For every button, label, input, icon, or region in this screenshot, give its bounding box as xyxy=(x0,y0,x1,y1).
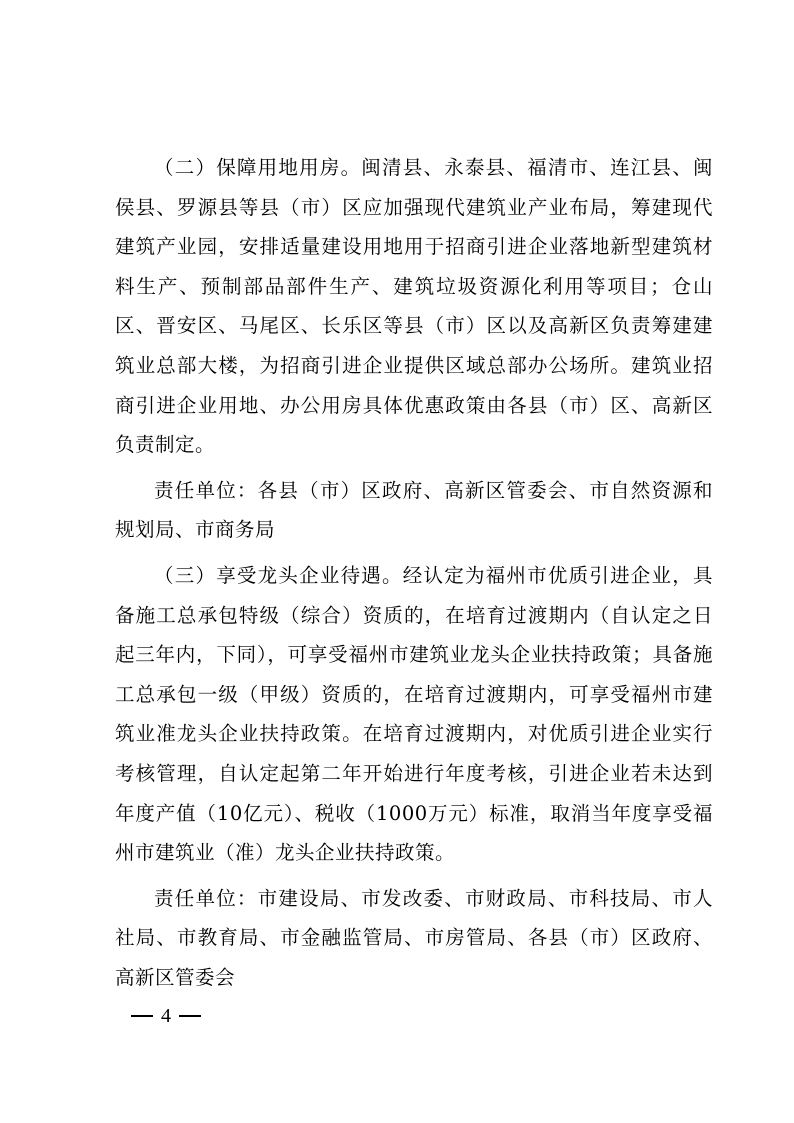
footer-dash-left xyxy=(131,1015,153,1017)
paragraph-responsible-units-2: 责任单位：市建设局、市发改委、市财政局、市科技局、市人社局、市教育局、市金融监管局、市房管局、各县（市）区政府、高新区管委会 xyxy=(115,886,713,989)
page-number: 4 xyxy=(161,1005,171,1027)
paragraph-land-housing: （二）保障用地用房。闽清县、永泰县、福清市、连江县、闽侯县、罗源县等县（市）区应加强现代建筑业产业布局，筹建现代建筑产业园，安排适量建设用地用于招商引进企业落地新型建筑材料生产、预制部品部件生产、建筑垃圾资源化利用等项目；仓山区、晋安区、马尾区、长乐区等县（市）区以及高新区负责筹建建筑业总部大楼，为招商引进企业提供区域总部办公场所。建筑业招商引进企业用地、办公用房具体优惠政策由各县（市）区、高新区负责制定。 xyxy=(115,156,713,457)
paragraph-leading-enterprise: （三）享受龙头企业待遇。经认定为福州市优质引进企业，具备施工总承包特级（综合）资质的，在培育过渡期内（自认定之日起三年内，下同），可享受福州市建筑业龙头企业扶持政策；具备施工总承包一级（甲级）资质的，在培育过渡期内，可享受福州市建筑业准龙头企业扶持政策。在培育过渡期内，对优质引进企业实行考核管理，自认定起第二年开始进行年度考核，引进企业若未达到年度产值（10亿元）、税收（1000万元）标准，取消当年度享受福州市建筑业（准）龙头企业扶持政策。 xyxy=(115,563,713,865)
document-body xyxy=(115,148,713,997)
footer-dash-right xyxy=(179,1015,201,1017)
paragraph-responsible-units-1: 责任单位：各县（市）区政府、高新区管委会、市自然资源和规划局、市商务局 xyxy=(115,478,713,542)
page-footer xyxy=(131,1001,201,1031)
